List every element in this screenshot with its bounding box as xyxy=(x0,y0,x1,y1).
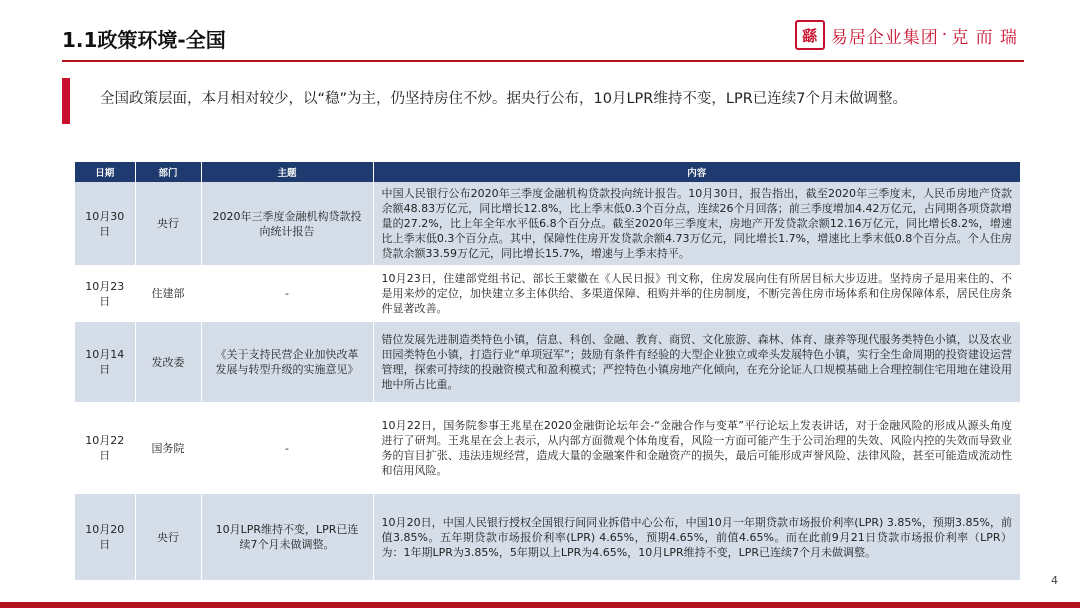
policy-table xyxy=(75,162,1021,582)
cell-date: 10月30日 xyxy=(75,182,135,266)
cell-topic: 2020年三季度金融机构贷款投向统计报告 xyxy=(201,182,373,266)
header-content: 内容 xyxy=(373,162,1021,182)
logo-seal-icon: 繇 xyxy=(795,20,825,50)
cell-topic: - xyxy=(201,266,373,321)
logo-separator: · xyxy=(941,25,949,45)
cell-topic: 《关于支持民营企业加快改革发展与转型升级的实施意见》 xyxy=(201,321,373,403)
cell-content: 10月22日，国务院参事王兆星在2020金融街论坛年会-“金融合作与变革”平行论坛上发表讲话，对于金融风险的形成从源头角度进行了研判。王兆星在会上表示，从内部方面微观个体角度看，风险一方面可能产生于公司治理的失效、风险内控的失效而导致业务的盲目扩张、违法违规经营，造成大量的金融案件和金融资产的损失，最后可能形成声誉风险、法律风险，甚至可能造成流动性和信用风险。 xyxy=(373,403,1021,493)
cell-content: 错位发展先进制造类特色小镇，信息、科创、金融、教育、商贸、文化旅游、森林、体育、康养等现代服务类特色小镇，以及农业田园类特色小镇，打造行业“单项冠军”；鼓励有条件有经验的大型企业独立或牵头发展特色小镇，实行全生命周期的投资建设运营管理，探索可持续的投融资模式和盈利模式；严控特色小镇房地产化倾向，在充分论证人口规模基础上合理控制住宅用地在建设用地中所占比重。 xyxy=(373,321,1021,403)
cell-date: 10月20日 xyxy=(75,493,135,581)
header-dept: 部门 xyxy=(135,162,201,182)
cell-dept: 国务院 xyxy=(135,403,201,493)
table-row xyxy=(75,266,1021,321)
cell-dept: 央行 xyxy=(135,182,201,266)
cell-content: 10月23日，住建部党组书记、部长王蒙徽在《人民日报》刊文称，住房发展向住有所居目标大步迈进。坚持房子是用来住的、不是用来炒的定位，加快建立多主体供给、多渠道保障、租购并举的住房制度，不断完善住房市场体系和住房保障体系，居民住房条件显著改善。 xyxy=(373,266,1021,321)
cell-topic: - xyxy=(201,403,373,493)
cell-date: 10月23日 xyxy=(75,266,135,321)
page-number: 4 xyxy=(1051,574,1058,587)
cell-date: 10月14日 xyxy=(75,321,135,403)
footer-bar xyxy=(0,602,1080,608)
table-row xyxy=(75,493,1021,581)
cell-content: 中国人民银行公布2020年三季度金融机构贷款投向统计报告。10月30日，报告指出，截至2020年三季度末，人民币房地产贷款余额48.83万亿元，同比增长12.8%，比上季末低0.3个百分点，连续26个月回落；前三季度增加4.42万亿元，占同期各项贷款增量的27.2%，比上年全年水平低6.8个百分点。截至2020年三季度末，房地产开发贷款余额12.16万亿元，同比增长8.2%，增速比上季末低0.3个百分点。其中，保障性住房开发贷款余额4.73万亿元，同比增长1.7%，增速比上季末低0.8个百分点。个人住房贷款余额33.59万亿元，同比增长15.7%，增速与上季末持平。 xyxy=(373,182,1021,266)
table-row xyxy=(75,403,1021,493)
company-logo xyxy=(795,20,1018,50)
header-date: 日期 xyxy=(75,162,135,182)
intro-text: 全国政策层面，本月相对较少，以“稳”为主，仍坚持房住不炒。据央行公布，10月LPR维持不变，LPR已连续7个月未做调整。 xyxy=(100,91,907,107)
cell-date: 10月22日 xyxy=(75,403,135,493)
table-header-row xyxy=(75,162,1021,182)
intro-accent-bar xyxy=(62,78,70,124)
table-row xyxy=(75,182,1021,266)
cell-dept: 央行 xyxy=(135,493,201,581)
header-topic: 主题 xyxy=(201,162,373,182)
logo-company-name: 易居企业集团 xyxy=(830,27,939,48)
cell-topic: 10月LPR维持不变，LPR已连续7个月未做调整。 xyxy=(201,493,373,581)
page-title: 1.1政策环境-全国 xyxy=(62,28,226,52)
cell-dept: 发改委 xyxy=(135,321,201,403)
table-row xyxy=(75,321,1021,403)
cell-content: 10月20日，中国人民银行授权全国银行间同业拆借中心公布，中国10月一年期贷款市场报价利率(LPR) 3.85%，预期3.85%，前值3.85%。五年期贷款市场报价利率(LPR) 4.65%，预期4.65%，前值4.65%。而在此前9月21日贷款市场报价利率（LPR）为：1年期LPR为3.85%，5年期以上LPR为4.65%，10月LPR维持不变，LPR已连续7个月未做调整。 xyxy=(373,493,1021,581)
header-divider xyxy=(62,60,1024,62)
logo-brand-name: 克 而 瑞 xyxy=(951,27,1018,48)
cell-dept: 住建部 xyxy=(135,266,201,321)
